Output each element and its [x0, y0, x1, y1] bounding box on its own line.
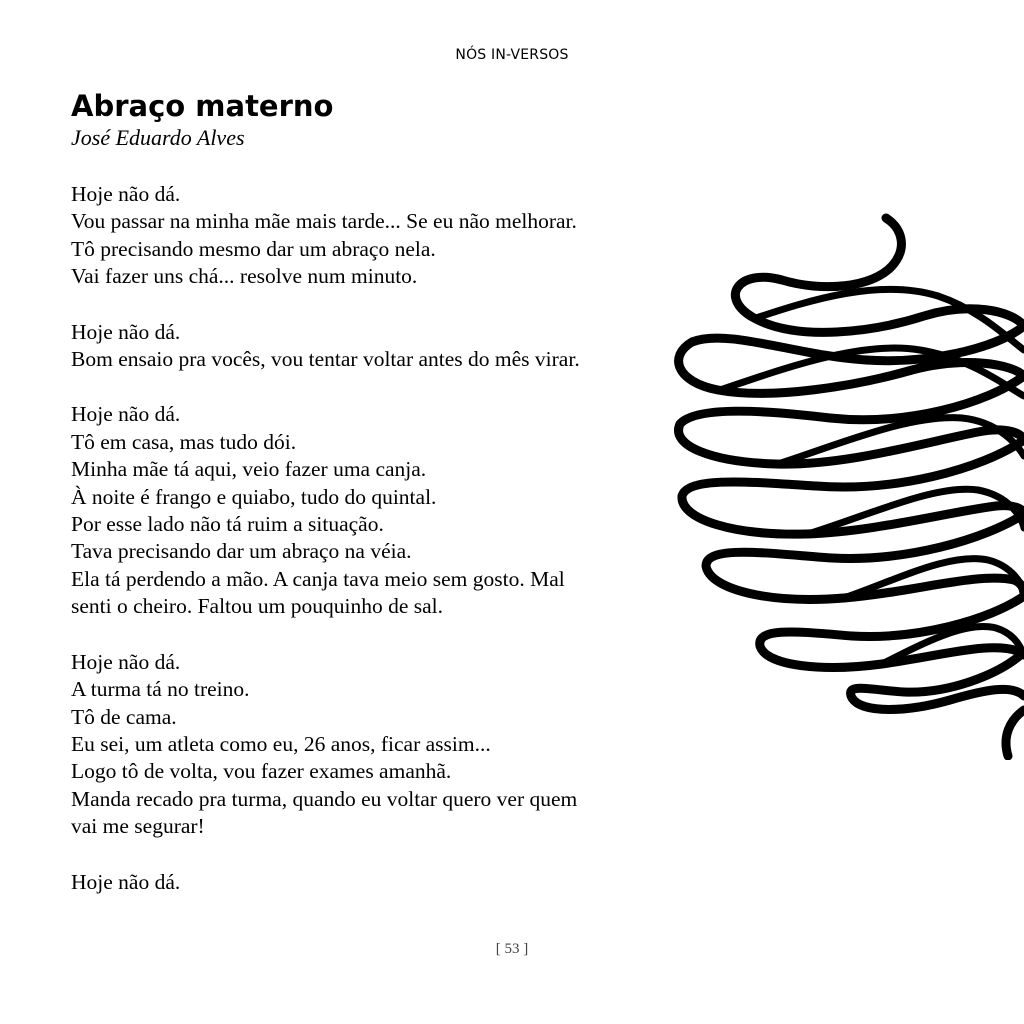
- stanza: [71, 869, 661, 896]
- stanza: [71, 181, 661, 291]
- verse-line: Hoje não dá.: [71, 402, 181, 427]
- page-number: [ 53 ]: [495, 941, 529, 957]
- verse-line: Logo tô de volta, vou fazer exames amanhã.: [71, 759, 452, 784]
- verse-line: Vai fazer uns chá... resolve num minuto.: [71, 264, 418, 289]
- verse-line: Tô precisando mesmo dar um abraço nela.: [71, 236, 436, 261]
- verse-line: Minha mãe tá aqui, veio fazer uma canja.: [71, 457, 427, 482]
- running-header: NÓS IN-VERSOS: [455, 47, 569, 63]
- verse-line: Por esse lado não tá ruim a situação.: [71, 512, 384, 537]
- verse-line: Vou passar na minha mãe mais tarde... Se eu não melhorar.: [71, 209, 577, 234]
- verse-line: Tô em casa, mas tudo dói.: [71, 429, 297, 454]
- poem-title: Abraço materno: [71, 89, 334, 123]
- verse-line: Ela tá perdendo a mão. A canja tava meio sem gosto. Mal: [71, 566, 565, 591]
- stanza: [71, 401, 661, 620]
- verse-line: Hoje não dá.: [71, 182, 181, 206]
- poem-author: José Eduardo Alves: [71, 125, 245, 150]
- stanza: [71, 649, 661, 841]
- verse-line: Hoje não dá.: [71, 869, 181, 894]
- verse-line: Hoje não dá.: [71, 319, 181, 344]
- verse-line: vai me segurar!: [71, 814, 205, 839]
- verse-line: À noite é frango e quiabo, tudo do quintal.: [71, 484, 437, 509]
- verse-line: Eu sei, um atleta como eu, 26 anos, ficar assim...: [71, 731, 491, 756]
- verse-line: Manda recado pra turma, quando eu voltar quero ver quem: [71, 786, 578, 811]
- verse-line: Hoje não dá.: [71, 649, 181, 674]
- verse-line: Bom ensaio pra vocês, vou tentar voltar antes do mês virar.: [71, 347, 580, 372]
- verse-line: Tava precisando dar um abraço na véia.: [71, 539, 412, 564]
- poem-body: [71, 181, 661, 924]
- verse-line: senti o cheiro. Faltou um pouquinho de sal.: [71, 594, 444, 619]
- scribble-illustration: [660, 200, 1024, 760]
- verse-line: Tô de cama.: [71, 704, 177, 729]
- stanza: [71, 319, 661, 374]
- verse-line: A turma tá no treino.: [71, 677, 250, 702]
